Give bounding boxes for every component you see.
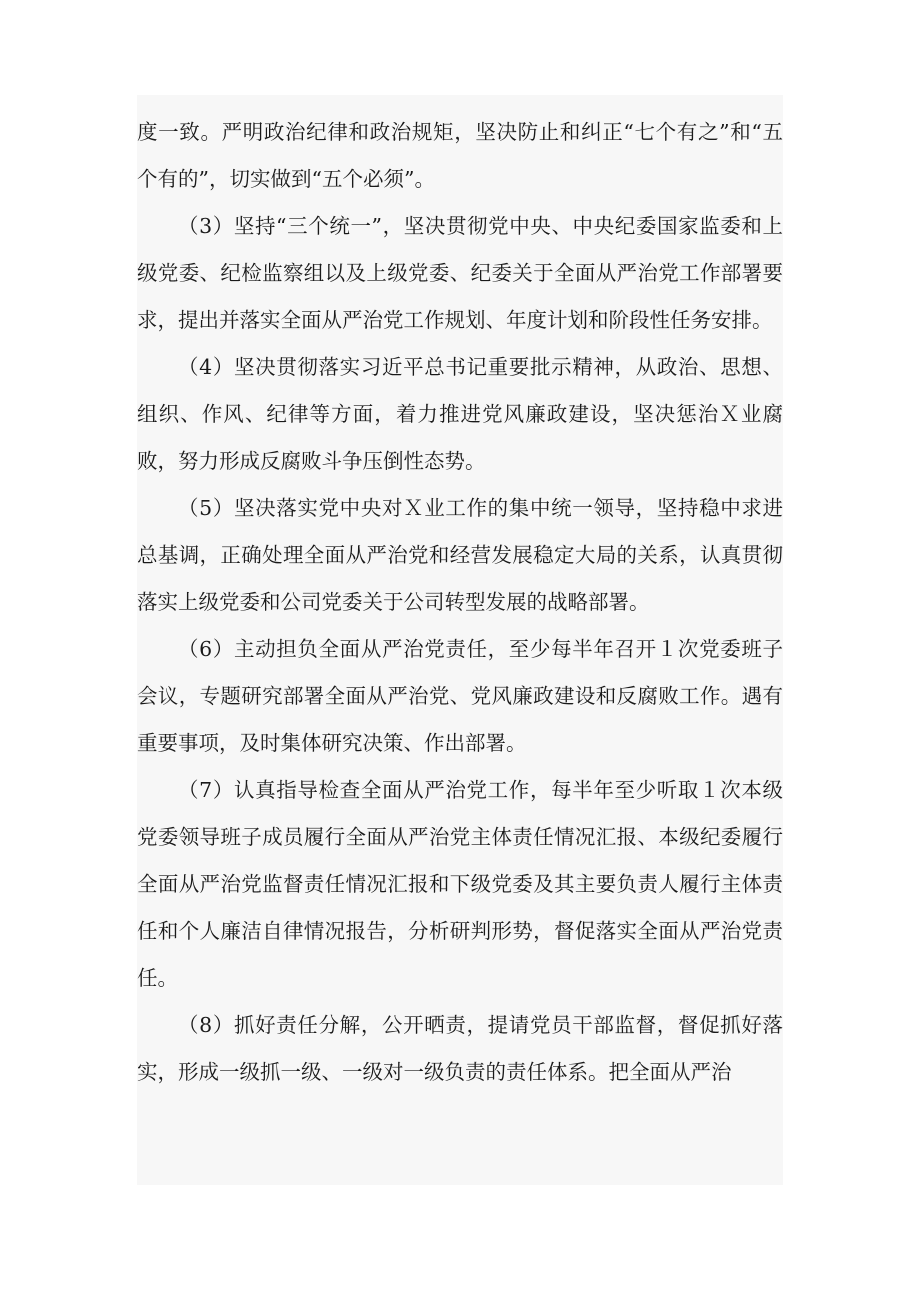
paragraph-item-3: （3）坚持“三个统一”，坚决贯彻党中央、中央纪委国家监委和上级党委、纪检监察组以及上级党委、纪委关于全面从严治党工作部署要求，提出并落实全面从严治党工作规划、年度计划和阶段性任务安排。 <box>137 214 783 332</box>
paragraph-item-7: （7）认真指导检查全面从严治党工作，每半年至少听取１次本级党委领导班子成员履行全面从严治党主体责任情况汇报、本级纪委履行全面从严治党监督责任情况汇报和下级党委及其主要负责人履行主体责任和个人廉洁自律情况报告，分析研判形势，督促落实全面从严治党责任。 <box>137 778 783 990</box>
paragraph-item-8: （8）抓好责任分解，公开晒责，提请党员干部监督，督促抓好落实，形成一级抓一级、一级对一级负责的责任体系。把全面从严治 <box>137 1013 783 1084</box>
document-body <box>137 95 783 1185</box>
paragraph-continuation: 度一致。严明政治纪律和政治规矩，坚决防止和纠正“七个有之”和“五个有的”，切实做到“五个必须”。 <box>137 120 783 191</box>
paragraph-item-6: （6）主动担负全面从严治党责任，至少每半年召开１次党委班子会议，专题研究部署全面从严治党、党风廉政建设和反腐败工作。遇有重要事项，及时集体研究决策、作出部署。 <box>137 637 783 755</box>
paragraph-item-4: （4）坚决贯彻落实习近平总书记重要批示精神，从政治、思想、组织、作风、纪律等方面，着力推进党风廉政建设，坚决惩治Ｘ业腐败，努力形成反腐败斗争压倒性态势。 <box>137 355 783 473</box>
paragraph-item-5: （5）坚决落实党中央对Ｘ业工作的集中统一领导，坚持稳中求进总基调，正确处理全面从严治党和经营发展稳定大局的关系，认真贯彻落实上级党委和公司党委关于公司转型发展的战略部署。 <box>137 496 783 614</box>
